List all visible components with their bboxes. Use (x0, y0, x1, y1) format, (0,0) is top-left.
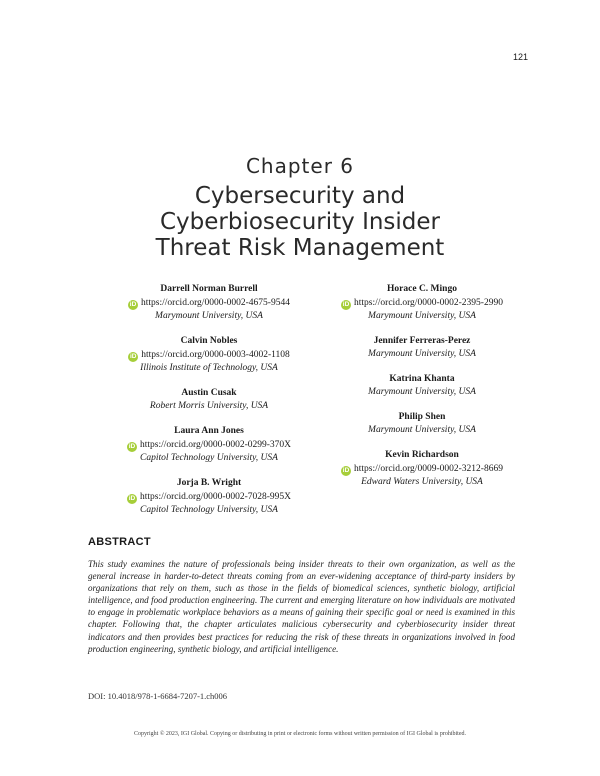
author-affiliation: Capitol Technology University, USA (140, 505, 278, 515)
author-block (97, 425, 321, 465)
author-block (316, 335, 528, 361)
orcid-line (97, 490, 321, 504)
orcid-icon: iD (128, 495, 136, 502)
author-name: Calvin Nobles (180, 336, 238, 346)
author-name: Jorja B. Wright (176, 478, 242, 488)
orcid-line (97, 348, 321, 362)
author-block (316, 373, 528, 399)
author-name: Darrell Norman Burrell (160, 284, 258, 294)
orcid-icon: iD (129, 353, 137, 360)
author-affiliation: Marymount University, USA (368, 387, 476, 397)
author-name: Austin Cusak (181, 388, 237, 398)
copyright-notice: Copyright © 2023, IGI Global. Copying or distributing in print or electronic forms without written permission of IGI Global is prohibited. (133, 731, 466, 737)
author-name: Kevin Richardson (385, 450, 459, 460)
orcid-icon: iD (342, 301, 350, 308)
doi: DOI: 10.4018/978-1-6684-7207-1.ch006 (88, 691, 228, 701)
orcid-icon: iD (129, 301, 137, 308)
author-name: Horace C. Mingo (387, 284, 457, 294)
orcid-icon: iD (342, 467, 350, 474)
page-number: 121 (512, 52, 528, 62)
author-affiliation: Marymount University, USA (368, 425, 476, 435)
chapter-label: Chapter 6 (245, 154, 355, 178)
authors-left-column (97, 283, 321, 529)
orcid-icon: iD (128, 443, 136, 450)
author-affiliation: Marymount University, USA (368, 349, 476, 359)
authors-right-column (316, 283, 528, 501)
author-block (316, 283, 528, 323)
author-affiliation: Marymount University, USA (368, 311, 476, 321)
orcid-line (97, 438, 321, 452)
author-block (97, 477, 321, 517)
author-name: Philip Shen (398, 412, 446, 422)
orcid-link[interactable]: https://orcid.org/0000-0003-4002-1108 (141, 350, 290, 360)
author-block (316, 449, 528, 489)
abstract-text: This study examines the nature of professionals being insider threats to their own organization, as well as the general increase in harder-to-detect threats coming from an ever-widening acceptance of third-party insiders by organizations that rely on them, such as those in the fields of biomedical sciences, synthetic biology, artificial intelligence, and food production engineering. The current and emerging literature on how individuals are motivated to engage in problematic workplace behaviors as a means of gaining their specific goal or need is examined in this chapter. Following that, the chapter articulates malicious cybersecurity and cyberbiosecurity insider threat indicators and then provides best practices for reducing the risk of these threats in organizations involved in food production engineering, synthetic biology, and artificial intelligence. (88, 559, 515, 654)
author-block (316, 411, 528, 437)
orcid-line (316, 296, 528, 310)
author-name: Katrina Khanta (389, 374, 455, 384)
orcid-line (97, 296, 321, 310)
author-affiliation: Edward Waters University, USA (361, 477, 483, 487)
abstract-heading: ABSTRACT (88, 536, 151, 548)
chapter-title-line: Cyberbiosecurity Insider (159, 209, 441, 235)
orcid-link[interactable]: https://orcid.org/0000-0002-4675-9544 (141, 298, 290, 308)
orcid-link[interactable]: https://orcid.org/0000-0002-7028-995X (139, 492, 292, 502)
author-affiliation: Capitol Technology University, USA (140, 453, 278, 463)
orcid-link[interactable]: https://orcid.org/0000-0002-0299-370X (139, 440, 292, 450)
author-name: Jennifer Ferreras-Perez (373, 336, 471, 346)
author-affiliation: Illinois Institute of Technology, USA (140, 363, 278, 373)
author-name: Laura Ann Jones (174, 426, 244, 436)
author-affiliation: Marymount University, USA (155, 311, 263, 321)
author-block (97, 335, 321, 375)
orcid-link[interactable]: https://orcid.org/0000-0002-2395-2990 (354, 298, 503, 308)
orcid-link[interactable]: https://orcid.org/0009-0002-3212-8669 (354, 464, 503, 474)
orcid-line (316, 462, 528, 476)
author-block (97, 387, 321, 413)
chapter-title-line: Cybersecurity and (194, 183, 406, 209)
chapter-title-line: Threat Risk Management (155, 235, 445, 261)
author-block (97, 283, 321, 323)
chapter-title (0, 183, 600, 261)
author-affiliation: Robert Morris University, USA (149, 401, 269, 411)
